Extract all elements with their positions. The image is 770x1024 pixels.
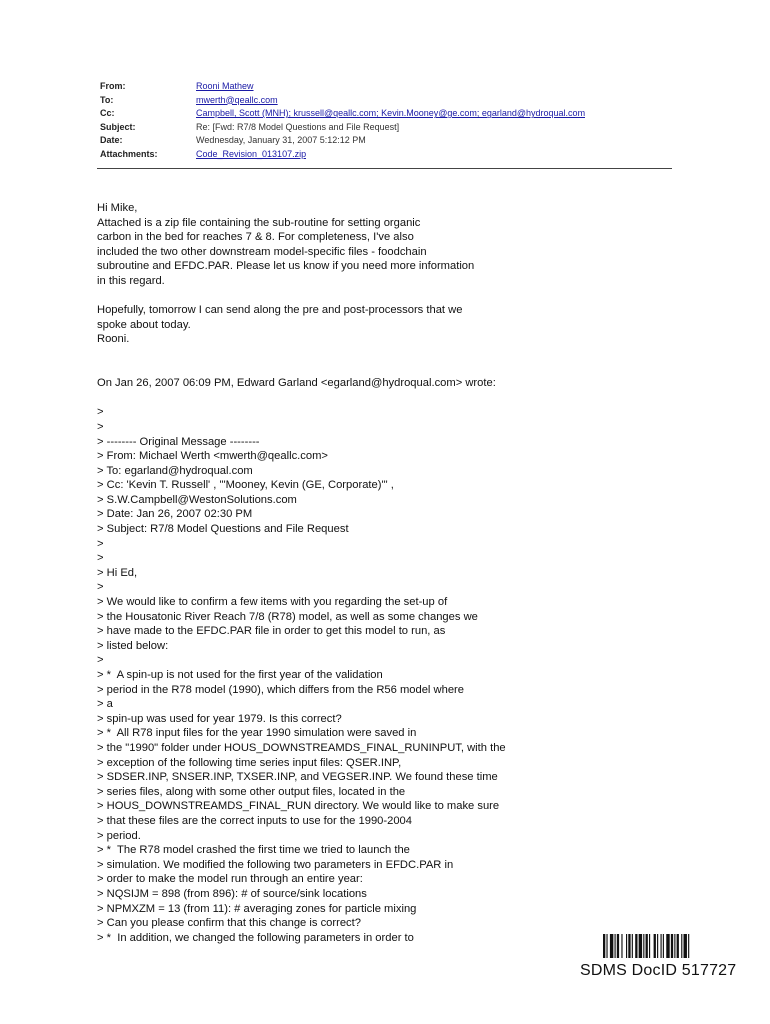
barcode-bar [657,934,658,958]
header-row-subject [100,121,675,135]
body-line: > [97,654,104,667]
body-line: > * A spin-up is not used for the first year of the validation [97,669,383,681]
barcode-bar [643,934,644,958]
sdms-doc-id: SDMS DocID 517727 [580,962,737,979]
header-label: Attachments: [100,148,158,159]
body-line: Hopefully, tomorrow I can send along the pre and post-processors that we [97,304,463,317]
header-value[interactable]: Rooni Mathew [196,81,254,91]
body-line: > * The R78 model crashed the first time we tried to launch the [97,844,410,857]
body-line: in this regard. [97,274,165,287]
body-line: > period. [97,829,141,842]
header-label: To: [100,94,114,105]
header-label: Subject: [100,121,136,132]
body-line: > Subject: R7/8 Model Questions and File Request [97,523,349,536]
body-line [97,347,506,362]
barcode-bar [646,934,648,958]
header-value[interactable]: mwerth@qeallc.com [196,94,278,105]
barcode-bar [628,934,630,958]
body-line: > simulation. We modified the following two parameters in EFDC.PAR in [97,858,454,871]
body-line: > SDSER.INP, SNSER.INP, TXSER.INP, and VEGSER.INP. We found these time [97,771,498,784]
body-line: Rooni. [97,333,130,346]
body-line: > HOUS_DOWNSTREAMDS_FINAL_RUN directory. We would like to make sure [97,800,500,813]
header-label: Cc: [100,108,115,119]
body-line: > the Housatonic River Reach 7/8 (R78) model, as well as some changes we [97,610,478,623]
body-line: > S.W.Campbell@WestonSolutions.com [97,493,297,506]
body-line: > Date: Jan 26, 2007 02:30 PM [97,508,253,521]
barcode-bar [677,934,679,958]
body-line: > a [97,698,113,711]
body-line: > Cc: 'Kevin T. Russell' , "'Mooney, Kevin (GE, Corporate)'" , [97,479,394,492]
body-line: > period in the R78 model (1990), which differs from the R56 model where [97,683,464,696]
body-line [97,289,506,304]
header-row-cc [100,107,675,121]
body-line: > * In addition, we changed the following parameters in order to [97,931,414,944]
body-line: > -------- Original Message -------- [97,435,260,448]
body-line: > [97,406,104,419]
body-line [97,362,506,377]
barcode-bar [606,934,607,958]
body-line: > To: egarland@hydroqual.com [97,464,253,477]
body-line: > [97,552,104,565]
barcode-bar [635,934,637,958]
body-line: carbon in the bed for reaches 7 & 8. For completeness, I've also [97,231,414,244]
body-line: > have made to the EFDC.PAR file in order to get this model to run, as [97,625,446,638]
barcode-bar [661,934,662,958]
barcode-icon [603,934,719,958]
body-line: > series files, along with some other output files, located in the [97,785,406,798]
body-line: > order to make the model run through an entire year: [97,873,363,886]
barcode-bar [621,934,622,958]
header-row-attachments [100,148,675,162]
barcode-bar [671,934,673,958]
header-row-from [100,80,675,94]
body-line: > the "1990" folder under HOUS_DOWNSTREAMDS_FINAL_RUNINPUT, with the [97,741,506,754]
header-value: Re: [Fwd: R7/8 Model Questions and File Request] [196,121,400,132]
barcode-bar [654,934,656,958]
body-line: Attached is a zip file containing the sub-routine for setting organic [97,216,421,229]
barcode-bar [674,934,675,958]
barcode-bar [610,934,613,958]
header-value: Wednesday, January 31, 2007 5:12:12 PM [196,135,366,146]
body-line: > [97,581,104,594]
body-line: subroutine and EFDC.PAR. Please let us know if you need more information [97,260,475,273]
body-line: > We would like to confirm a few items with you regarding the set-up of [97,596,448,609]
body-line: > From: Michael Werth <mwerth@qeallc.com> [97,450,328,463]
header-label: Date: [100,135,123,146]
body-line: > [97,420,104,433]
body-line: Hi Mike, [97,202,138,214]
barcode-bar [684,934,687,958]
barcode-bar [663,934,664,958]
body-line: > listed below: [97,639,169,652]
body-line: > Hi Ed, [97,566,138,579]
body-line: > * All R78 input files for the year 1990 simulation were saved in [97,727,417,740]
header-label: From: [100,81,126,91]
body-line: > [97,537,104,550]
body-line: > that these files are the correct inputs to use for the 1990-2004 [97,814,412,827]
barcode-bar [681,934,682,958]
barcode-bar [626,934,627,958]
barcode-bar [639,934,642,958]
body-line: > Can you please confirm that this change is correct? [97,917,361,930]
body-line [97,391,506,406]
email-header [100,80,675,162]
barcode-bar [666,934,669,958]
body-line: > exception of the following time series input files: QSER.INP, [97,756,402,769]
body-line: included the two other downstream model-specific files - foodchain [97,245,427,258]
barcode-bar [688,934,689,958]
body-line: > NQSIJM = 898 (from 896): # of source/sink locations [97,887,367,900]
body-line: On Jan 26, 2007 06:09 PM, Edward Garland <egarland@hydroqual.com> wrote: [97,377,496,390]
barcode-bar [649,934,650,958]
body-line: > NPMXZM = 13 (from 11): # averaging zones for particle mixing [97,902,417,915]
email-body [97,201,506,945]
barcode-bar [632,934,633,958]
barcode-bar [603,934,605,958]
header-value[interactable]: Campbell, Scott (MNH); krussell@qeallc.com; Kevin.Mooney@ge.com; egarland@hydroqual.com [196,108,586,119]
barcode-bar [615,934,616,958]
header-value[interactable]: Code_Revision_013107.zip [196,148,307,159]
body-line: spoke about today. [97,318,191,331]
header-divider [97,168,672,169]
body-line: > spin-up was used for year 1979. Is this correct? [97,712,342,725]
header-row-to [100,94,675,108]
header-row-date [100,134,675,148]
barcode-bar [617,934,619,958]
